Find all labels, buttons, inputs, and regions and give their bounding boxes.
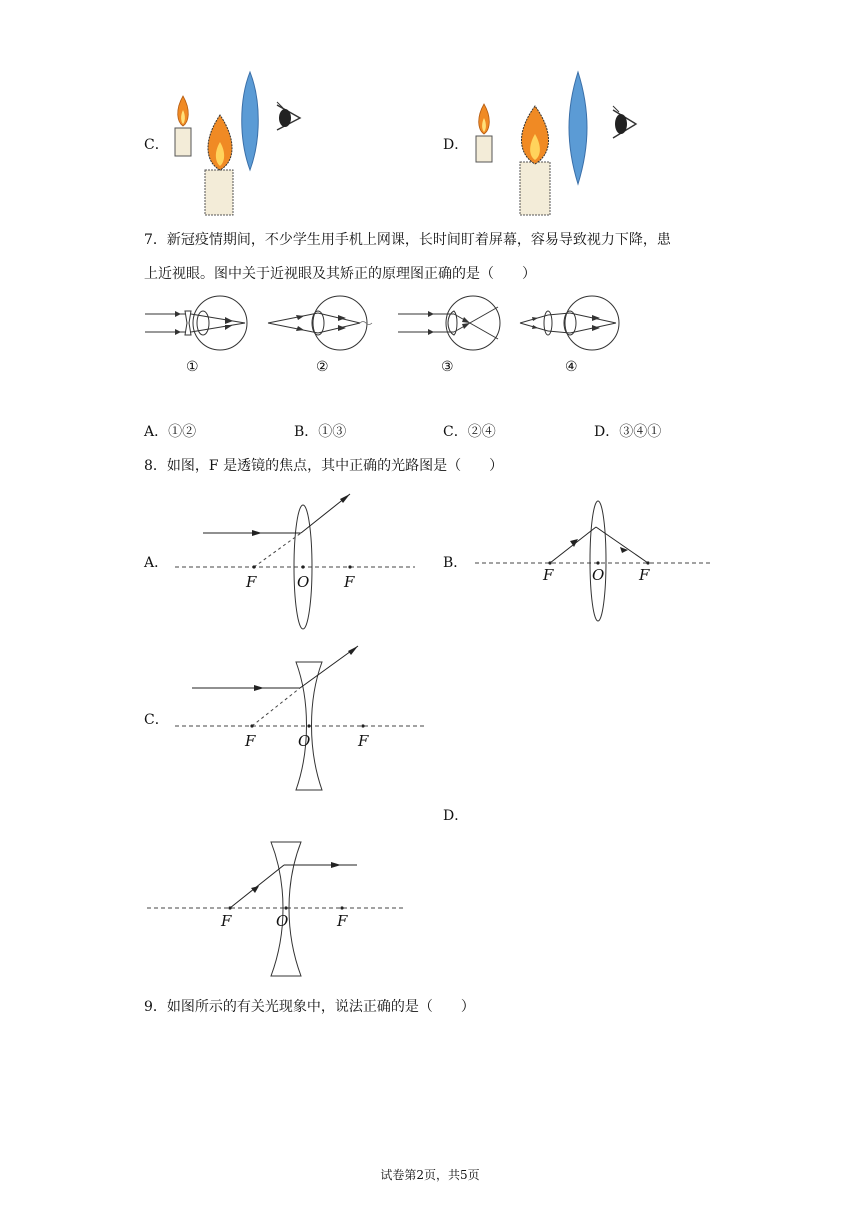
eye-label-4: ④ bbox=[565, 359, 578, 375]
diagram-b-f-left: F bbox=[543, 566, 554, 584]
lens-diagram-d bbox=[145, 838, 410, 980]
candle-lens-figure-c bbox=[165, 70, 315, 215]
lens-diagram-a bbox=[170, 490, 420, 635]
eye-label-2: ② bbox=[316, 359, 329, 375]
page-footer: 试卷第2页，共5页 bbox=[380, 1168, 480, 1182]
diagram-a-f-right: F bbox=[344, 573, 355, 591]
eye-diagram-3 bbox=[398, 295, 503, 355]
diagram-c-o: O bbox=[298, 732, 311, 750]
q8-option-b-label[interactable]: B． bbox=[443, 555, 468, 571]
diagram-b-o: O bbox=[592, 566, 605, 584]
q8-option-a-label[interactable]: A． bbox=[144, 555, 169, 571]
eye-label-1: ① bbox=[186, 359, 199, 375]
q7-stem-line1: 7．新冠疫情期间，不少学生用手机上网课，长时间盯着屏幕，容易导致视力下降，患 bbox=[144, 232, 671, 248]
lens-diagram-b bbox=[470, 495, 715, 625]
option-c-label: C． bbox=[144, 137, 169, 153]
eye-diagram-1 bbox=[145, 295, 250, 355]
diagram-b-f-right: F bbox=[639, 566, 650, 584]
q8-stem: 8．如图，F 是透镜的焦点，其中正确的光路图是（ ） bbox=[144, 458, 504, 474]
q7-option-a[interactable]: A．①② bbox=[144, 424, 197, 440]
option-d-label: D． bbox=[443, 137, 469, 153]
eye-diagram-2 bbox=[268, 295, 373, 355]
eye-diagram-4 bbox=[520, 295, 625, 355]
lens-diagram-c bbox=[170, 640, 430, 795]
diagram-a-f-left: F bbox=[246, 573, 257, 591]
q7-option-b[interactable]: B．①③ bbox=[294, 424, 347, 440]
diagram-d-f-right: F bbox=[337, 912, 348, 930]
q9-stem: 9．如图所示的有关光现象中，说法正确的是（ ） bbox=[144, 999, 475, 1015]
q8-option-c-label[interactable]: C． bbox=[144, 712, 169, 728]
q7-stem-line2: 上近视眼。图中关于近视眼及其矫正的原理图正确的是（ ） bbox=[144, 266, 536, 282]
q7-option-d[interactable]: D．③④① bbox=[594, 424, 662, 440]
diagram-c-f-right: F bbox=[358, 732, 369, 750]
diagram-c-f-left: F bbox=[245, 732, 256, 750]
diagram-a-o: O bbox=[297, 573, 310, 591]
diagram-d-o: O bbox=[276, 912, 289, 930]
diagram-d-f-left: F bbox=[221, 912, 232, 930]
candle-lens-figure-d bbox=[468, 70, 643, 215]
q7-option-c[interactable]: C．②④ bbox=[443, 424, 496, 440]
q8-option-d-label[interactable]: D． bbox=[443, 808, 469, 824]
eye-label-3: ③ bbox=[441, 359, 454, 375]
